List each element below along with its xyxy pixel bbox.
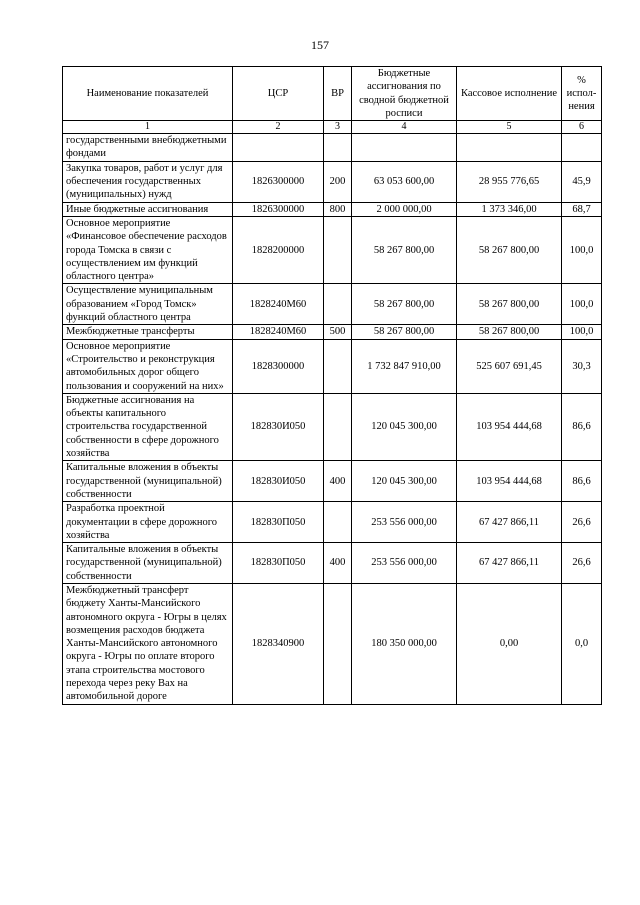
row-csr: 1828200000: [233, 216, 324, 283]
row-name: Осуществление муниципальным образованием «Город Томск» функций областного центра: [63, 284, 233, 325]
row-pct: 86,6: [562, 461, 602, 502]
row-name: государственными внебюджетными фондами: [63, 134, 233, 162]
column-number: 5: [457, 121, 562, 134]
row-budget: [352, 134, 457, 162]
table-row: [63, 202, 602, 216]
row-pct: [562, 134, 602, 162]
row-vr: 400: [324, 543, 352, 584]
column-number: 3: [324, 121, 352, 134]
row-csr: 1828340900: [233, 583, 324, 704]
row-name: Капитальные вложения в объекты государственной (муниципальной) собственности: [63, 543, 233, 584]
header-name: Наименование показателей: [63, 67, 233, 121]
row-name: Закупка товаров, работ и услуг для обеспечения государственных (муниципальных) нужд: [63, 161, 233, 202]
table-row: [63, 339, 602, 393]
row-vr: [324, 393, 352, 460]
row-budget: 2 000 000,00: [352, 202, 457, 216]
row-csr: 182830П050: [233, 543, 324, 584]
row-csr: 182830П050: [233, 502, 324, 543]
column-number-row: [63, 121, 602, 134]
row-cash: 67 427 866,11: [457, 502, 562, 543]
row-pct: 86,6: [562, 393, 602, 460]
table-row: [63, 161, 602, 202]
row-budget: 120 045 300,00: [352, 461, 457, 502]
row-cash: 58 267 800,00: [457, 325, 562, 339]
row-budget: 120 045 300,00: [352, 393, 457, 460]
row-vr: 200: [324, 161, 352, 202]
column-number: 1: [63, 121, 233, 134]
row-cash: [457, 134, 562, 162]
row-pct: 45,9: [562, 161, 602, 202]
row-budget: 253 556 000,00: [352, 502, 457, 543]
row-cash: 103 954 444,68: [457, 393, 562, 460]
row-name: Основное мероприятие «Строительство и реконструкция автомобильных дорог общего пользования и сооружений на них»: [63, 339, 233, 393]
table-row: [63, 216, 602, 283]
page-number: 157: [311, 38, 329, 52]
table-row: [63, 284, 602, 325]
row-vr: [324, 134, 352, 162]
row-budget: 58 267 800,00: [352, 325, 457, 339]
row-csr: 182830И050: [233, 393, 324, 460]
row-pct: 30,3: [562, 339, 602, 393]
row-name: Межбюджетные трансферты: [63, 325, 233, 339]
table-row: [63, 461, 602, 502]
row-vr: [324, 502, 352, 543]
table-row: [63, 325, 602, 339]
row-name: Иные бюджетные ассигнования: [63, 202, 233, 216]
row-cash: 28 955 776,65: [457, 161, 562, 202]
table-row: [63, 393, 602, 460]
row-budget: 253 556 000,00: [352, 543, 457, 584]
row-pct: 26,6: [562, 502, 602, 543]
row-vr: [324, 339, 352, 393]
row-name: Разработка проектной документации в сфере дорожного хозяйства: [63, 502, 233, 543]
row-csr: [233, 134, 324, 162]
row-pct: 100,0: [562, 216, 602, 283]
column-number: 4: [352, 121, 457, 134]
row-csr: 1828240М60: [233, 284, 324, 325]
column-number: 2: [233, 121, 324, 134]
table-header-row: [63, 67, 602, 121]
header-csr: ЦСР: [233, 67, 324, 121]
row-vr: 400: [324, 461, 352, 502]
row-csr: 1828300000: [233, 339, 324, 393]
budget-execution-table: [62, 66, 602, 705]
row-pct: 68,7: [562, 202, 602, 216]
row-budget: 63 053 600,00: [352, 161, 457, 202]
row-cash: 103 954 444,68: [457, 461, 562, 502]
row-vr: [324, 583, 352, 704]
row-vr: [324, 284, 352, 325]
row-csr: 1826300000: [233, 161, 324, 202]
table-row: [63, 134, 602, 162]
row-cash: 58 267 800,00: [457, 284, 562, 325]
header-vr: ВР: [324, 67, 352, 121]
row-vr: 500: [324, 325, 352, 339]
row-pct: 100,0: [562, 284, 602, 325]
row-name: Основное мероприятие «Финансовое обеспечение расходов города Томска в связи с осуществлением им функций областного центра»: [63, 216, 233, 283]
row-vr: 800: [324, 202, 352, 216]
table-row: [63, 583, 602, 704]
table-row: [63, 543, 602, 584]
header-budget: Бюджетные ассигнования по сводной бюджетной росписи: [352, 67, 457, 121]
row-csr: 1828240М60: [233, 325, 324, 339]
row-budget: 180 350 000,00: [352, 583, 457, 704]
column-number: 6: [562, 121, 602, 134]
row-name: Капитальные вложения в объекты государственной (муниципальной) собственности: [63, 461, 233, 502]
header-cash: Кассовое исполнение: [457, 67, 562, 121]
row-budget: 58 267 800,00: [352, 216, 457, 283]
row-budget: 1 732 847 910,00: [352, 339, 457, 393]
row-name: Межбюджетный трансферт бюджету Ханты-Мансийского автономного округа - Югры в целях возмещения расходов бюджета Ханты-Мансийского автономного округа - Югры по оплате второго этапа строительства мостового перехода через реку Вах на автомобильной дороге: [63, 583, 233, 704]
row-pct: 26,6: [562, 543, 602, 584]
row-csr: 182830И050: [233, 461, 324, 502]
table-row: [63, 502, 602, 543]
row-pct: 0,0: [562, 583, 602, 704]
row-csr: 1826300000: [233, 202, 324, 216]
row-cash: 0,00: [457, 583, 562, 704]
row-vr: [324, 216, 352, 283]
row-cash: 1 373 346,00: [457, 202, 562, 216]
row-budget: 58 267 800,00: [352, 284, 457, 325]
row-cash: 58 267 800,00: [457, 216, 562, 283]
row-name: Бюджетные ассигнования на объекты капитального строительства государственной собственности в сфере дорожного хозяйства: [63, 393, 233, 460]
table-body: [63, 134, 602, 704]
row-cash: 67 427 866,11: [457, 543, 562, 584]
row-cash: 525 607 691,45: [457, 339, 562, 393]
header-pct: % испол-нения: [562, 67, 602, 121]
row-pct: 100,0: [562, 325, 602, 339]
